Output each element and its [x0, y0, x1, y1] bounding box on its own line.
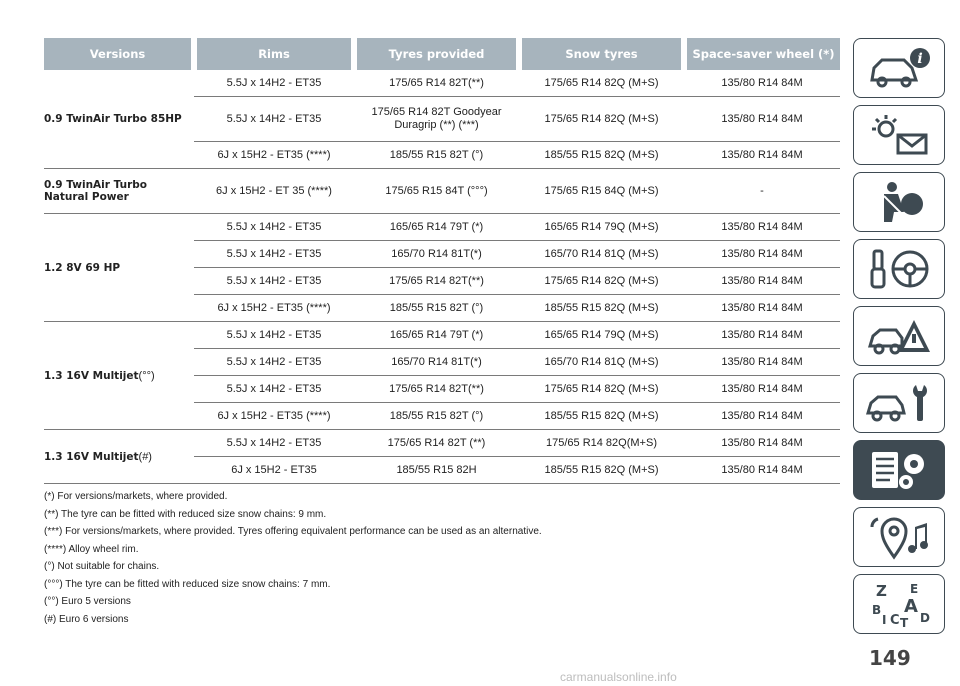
rim-cell: 6J x 15H2 - ET35 (****)	[194, 403, 354, 430]
tyre-cell: 185/55 R15 82T (°)	[354, 142, 519, 169]
tyre-cell: 175/65 R14 82T Goodyear Duragrip (**) (***)	[354, 97, 519, 142]
document-body	[44, 38, 840, 628]
rim-cell: 6J x 15H2 - ET35 (****)	[194, 295, 354, 322]
tyre-cell: 165/65 R14 79T (*)	[354, 214, 519, 241]
footnotes	[44, 488, 840, 628]
rim-cell: 5.5J x 14H2 - ET35	[194, 376, 354, 403]
header-versions: Versions	[44, 38, 194, 70]
header-snow-tyres: Snow tyres	[519, 38, 684, 70]
snow-tyre-cell: 175/65 R14 82Q (M+S)	[519, 268, 684, 295]
version-tag: (°°)	[138, 369, 155, 382]
tab-technical-data[interactable]	[853, 440, 945, 500]
space-saver-cell: 135/80 R14 84M	[684, 349, 840, 376]
watermark: carmanualsonline.info	[560, 670, 677, 684]
rim-cell: 5.5J x 14H2 - ET35	[194, 322, 354, 349]
accident-warning-icon	[864, 312, 934, 360]
tab-accident-warning[interactable]	[853, 306, 945, 366]
snow-tyre-cell: 165/70 R14 81Q (M+S)	[519, 241, 684, 268]
table-header-row	[44, 38, 840, 70]
tab-alphabetical-index[interactable]	[853, 574, 945, 634]
version-cell	[44, 169, 194, 214]
tyre-cell: 175/65 R14 82T(**)	[354, 376, 519, 403]
tab-multimedia[interactable]	[853, 507, 945, 567]
rim-cell: 5.5J x 14H2 - ET35	[194, 268, 354, 295]
version-name: 1.3 16V Multijet	[44, 450, 139, 463]
rim-cell: 6J x 15H2 - ET35	[194, 457, 354, 484]
tyre-cell: 175/65 R15 84T (°°°)	[354, 169, 519, 214]
header-space-saver-wheel: Space-saver wheel (*)	[684, 38, 840, 70]
space-saver-cell: 135/80 R14 84M	[684, 241, 840, 268]
snow-tyre-cell: 165/65 R14 79Q (M+S)	[519, 214, 684, 241]
key-steering-icon	[864, 245, 934, 293]
alphabetical-index-icon	[864, 580, 934, 628]
snow-tyre-cell: 185/55 R15 82Q (M+S)	[519, 295, 684, 322]
version-name: 0.9 TwinAir Turbo 85HP	[44, 113, 182, 125]
version-tag: (#)	[138, 450, 152, 463]
tab-car-maintenance[interactable]	[853, 373, 945, 433]
rim-cell: 5.5J x 14H2 - ET35	[194, 430, 354, 457]
svg-text:I: I	[882, 613, 887, 627]
snow-tyre-cell: 175/65 R14 82Q (M+S)	[519, 97, 684, 142]
snow-tyre-cell: 175/65 R14 82Q (M+S)	[519, 70, 684, 97]
version-cell	[44, 322, 194, 430]
svg-text:i: i	[917, 51, 923, 67]
snow-tyre-cell: 175/65 R14 82Q (M+S)	[519, 376, 684, 403]
tyre-cell: 175/65 R14 82T(**)	[354, 268, 519, 295]
svg-text:B: B	[872, 603, 882, 617]
rim-cell: 5.5J x 14H2 - ET35	[194, 214, 354, 241]
header-rims: Rims	[194, 38, 354, 70]
version-cell	[44, 214, 194, 322]
snow-tyre-cell: 185/55 R15 82Q (M+S)	[519, 457, 684, 484]
header-tyres-provided: Tyres provided	[354, 38, 519, 70]
table-row	[44, 169, 840, 214]
rim-cell: 6J x 15H2 - ET35 (****)	[194, 142, 354, 169]
footnote: (*) For versions/markets, where provided.	[44, 491, 228, 502]
snow-tyre-cell: 175/65 R15 84Q (M+S)	[519, 169, 684, 214]
svg-text:A: A	[904, 596, 918, 617]
car-info-icon	[864, 44, 934, 92]
space-saver-cell: 135/80 R14 84M	[684, 403, 840, 430]
rim-cell: 5.5J x 14H2 - ET35	[194, 349, 354, 376]
snow-tyre-cell: 165/70 R14 81Q (M+S)	[519, 349, 684, 376]
page-number: 149	[869, 646, 911, 670]
svg-text:C: C	[890, 613, 900, 628]
space-saver-cell: 135/80 R14 84M	[684, 214, 840, 241]
svg-text:Z: Z	[876, 582, 887, 600]
space-saver-cell: 135/80 R14 84M	[684, 97, 840, 142]
tab-car-info[interactable]	[853, 38, 945, 98]
rim-cell: 6J x 15H2 - ET 35 (****)	[194, 169, 354, 214]
tyre-cell: 165/65 R14 79T (*)	[354, 322, 519, 349]
version-name: 1.2 8V 69 HP	[44, 261, 121, 274]
space-saver-cell: 135/80 R14 84M	[684, 142, 840, 169]
tyre-cell: 185/55 R15 82H	[354, 457, 519, 484]
warning-lights-icon	[864, 111, 934, 159]
car-maintenance-icon	[864, 379, 934, 427]
table-row	[44, 70, 840, 97]
tyre-cell: 165/70 R14 81T(*)	[354, 349, 519, 376]
space-saver-cell: 135/80 R14 84M	[684, 70, 840, 97]
tyre-cell: 175/65 R14 82T(**)	[354, 70, 519, 97]
table-row	[44, 322, 840, 349]
snow-tyre-cell: 165/65 R14 79Q (M+S)	[519, 322, 684, 349]
rim-cell: 5.5J x 14H2 - ET35	[194, 97, 354, 142]
footnote: (***) For versions/markets, where provided. Tyres offering equivalent performance can be used as an alternative.	[44, 526, 542, 537]
snow-tyre-cell: 175/65 R14 82Q(M+S)	[519, 430, 684, 457]
footnote: (****) Alloy wheel rim.	[44, 543, 139, 555]
footnote: (°°) Euro 5 versions	[44, 596, 131, 607]
space-saver-cell: -	[684, 169, 840, 214]
snow-tyre-cell: 185/55 R15 82Q (M+S)	[519, 142, 684, 169]
svg-text:D: D	[920, 611, 930, 625]
rim-cell: 5.5J x 14H2 - ET35	[194, 241, 354, 268]
chapter-tabs	[853, 38, 947, 641]
footnote: (**) The tyre can be fitted with reduced size snow chains: 9 mm.	[44, 508, 327, 520]
technical-data-icon	[864, 446, 934, 494]
tyre-cell: 185/55 R15 82T (°)	[354, 295, 519, 322]
table-row	[44, 214, 840, 241]
tab-warning-lights[interactable]	[853, 105, 945, 165]
version-name: 1.3 16V Multijet	[44, 369, 139, 382]
table-row	[44, 430, 840, 457]
footnote: (°) Not suitable for chains.	[44, 561, 160, 572]
multimedia-icon	[864, 513, 934, 561]
version-cell	[44, 430, 194, 484]
seat-safety-icon	[864, 178, 934, 226]
tyre-cell: 175/65 R14 82T (**)	[354, 430, 519, 457]
space-saver-cell: 135/80 R14 84M	[684, 430, 840, 457]
version-name: 0.9 TwinAir Turbo Natural Power	[44, 179, 147, 203]
tab-key-steering[interactable]	[853, 239, 945, 299]
space-saver-cell: 135/80 R14 84M	[684, 295, 840, 322]
tyre-cell: 165/70 R14 81T(*)	[354, 241, 519, 268]
snow-tyre-cell: 185/55 R15 82Q (M+S)	[519, 403, 684, 430]
svg-text:E: E	[910, 582, 919, 596]
svg-text:T: T	[900, 616, 909, 628]
tyre-specification-table	[44, 38, 840, 484]
space-saver-cell: 135/80 R14 84M	[684, 376, 840, 403]
footnote: (#) Euro 6 versions	[44, 613, 129, 625]
footnote: (°°°) The tyre can be fitted with reduced size snow chains: 7 mm.	[44, 578, 331, 590]
space-saver-cell: 135/80 R14 84M	[684, 322, 840, 349]
version-cell	[44, 70, 194, 169]
tab-seat-safety[interactable]	[853, 172, 945, 232]
tyre-cell: 185/55 R15 82T (°)	[354, 403, 519, 430]
rim-cell: 5.5J x 14H2 - ET35	[194, 70, 354, 97]
space-saver-cell: 135/80 R14 84M	[684, 457, 840, 484]
space-saver-cell: 135/80 R14 84M	[684, 268, 840, 295]
